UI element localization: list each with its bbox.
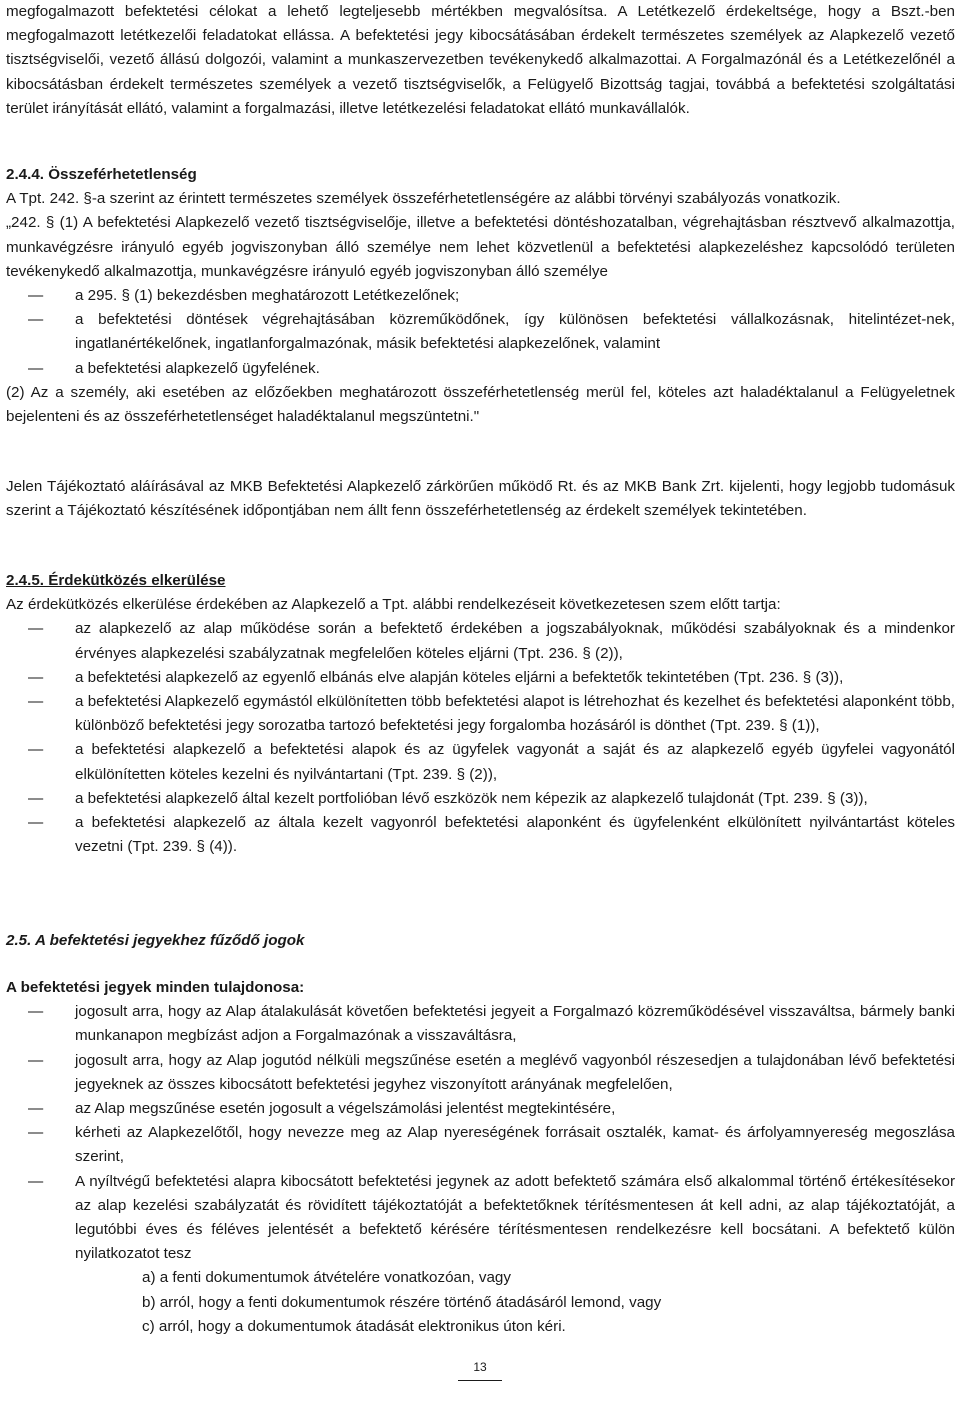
quote-paragraph-1: „242. § (1) A befektetési Alapkezelő vezető tisztségviselője, illetve a befektetési döntéshozatalban, végrehajtásban résztvevő alkalmazottja, munkavégzésre irányuló egyéb jogviszonyban álló személye nem lehet közvetlenül a befektetési alapkezeléshez kapcsolódó területen tevékenykedő alkalmazottja, munkavégzésre irányuló egyéb jogviszonyban álló személye xyxy=(6,214,955,280)
list-item: — a 295. § (1) bekezdésben meghatározott Letétkezelőnek; xyxy=(6,284,955,308)
list-item: — az Alap megszűnése esetén jogosult a végelszámolási jelentést megtekintésére, xyxy=(6,1097,955,1121)
page-number: 13 xyxy=(473,1360,487,1374)
list-item: — a befektetési Alapkezelő egymástól elkülönítetten több befektetési alapot is létrehozhat és kezelhet és befektetési alaponként több, különböző befektetési jegy sorozatba tartozó befektetési jegy forgalomba hozásáról is dönthet (Tpt. 239. § (1)), xyxy=(6,690,955,738)
conflict-avoidance-list xyxy=(6,617,955,859)
list-item: — a befektetési alapkezelő az egyenlő elbánás elve alapján köteles eljárni a befektetők tekintetében (Tpt. 236. § (3)), xyxy=(6,666,955,690)
sub-item-c: c) arról, hogy a dokumentumok átadását elektronikus úton kéri. xyxy=(142,1317,566,1335)
sub-item-b: b) arról, hogy a fenti dokumentumok részére történő átadásáról lemond, vagy xyxy=(142,1293,662,1311)
section-heading-2-4-4: 2.4.4. Összeférhetetlenség xyxy=(6,166,197,183)
list-item: — a befektetési alapkezelő ügyfelének. xyxy=(6,357,955,381)
incompatibility-list xyxy=(6,284,955,381)
section-2-4-4 xyxy=(6,163,955,429)
list-item: — jogosult arra, hogy az Alap átalakulását követően befektetési jegyeit a Forgalmazó közreműködésével visszaváltsa, bármely banki munkanapon megbízást adjon a Forgalmazónak a visszaváltásra, xyxy=(6,1000,955,1048)
rights-list xyxy=(6,1000,955,1266)
statement-paragraph: Jelen Tájékoztató aláírásával az MKB Befektetési Alapkezelő zárkörűen működő Rt. és az MKB Bank Zrt. kijelenti, hogy legjobb tudomásuk szerint a Tájékoztató készítésének időpontjában nem állt fenn összeférhetetlenség az érdekelt személyek tekintetében. xyxy=(6,478,955,520)
list-item: — jogosult arra, hogy az Alap jogutód nélküli megszűnése esetén a meglévő vagyonból részesedjen a tulajdonában lévő befektetési jegyeknek az összes kibocsátott befektetési jegyhez viszonyított arányának megfelelően, xyxy=(6,1049,955,1097)
list-item: — a befektetési döntések végrehajtásában közreműködőnek, így különösen befektetési vállalkozásnak, hitelintézet-nek, ingatlanértékelőnek, ingatlanforgalmazónak, másik befektetési alapkezelőnek, valamint xyxy=(6,308,955,356)
quote-paragraph-2: (2) Az a személy, aki esetében az előzőekben meghatározott összeférhetetlenség merül fel, köteles azt haladéktalanul a Felügyeletnek bejelenteni és az összeférhetetlenséget haladéktalanul megszüntetni." xyxy=(6,383,955,426)
list-item: — kérheti az Alapkezelőtől, hogy nevezze meg az Alap nyereségének forrásait osztalék, kamat- és árfolyamnyereség megoszlása szerint, xyxy=(6,1121,955,1169)
list-item: — A nyíltvégű befektetési alapra kibocsátott befektetési jegynek az adott befektető számára első alkalommal történő értékesítésekor az alap kezelési szabályzatát és rövidített tájékoztatóját a befektetőknek térítésmentesen át kell adni, az alap tájékoztatóját, a legutóbbi éves és féléves jelentését a befektető kérésére térítésmentesen rendelkezésre kell bocsátani. A befektető külön nyilatkozatot tesz xyxy=(6,1170,955,1267)
section-2-5-rights xyxy=(6,976,955,1339)
section-2-4-4-intro: A Tpt. 242. §-a szerint az érintett természetes személyek összeférhetetlenségére az alábbi törvényi szabályozás vonatkozik. xyxy=(6,190,841,208)
page-number-rule xyxy=(458,1380,502,1381)
list-item: — a befektetési alapkezelő a befektetési alapok és az ügyfelek vagyonát a saját és az alapkezelő egyéb ügyfelei vagyonától elkülönítetten köteles kezelni és nyilvántartani (Tpt. 239. § (2)), xyxy=(6,738,955,786)
section-heading-2-4-5: 2.4.5. Érdekütközés elkerülése xyxy=(6,572,226,589)
list-item: — a befektetési alapkezelő által kezelt portfolióban lévő eszközök nem képezik az alapkezelő tulajdonát (Tpt. 239. § (3)), xyxy=(6,787,955,811)
list-item: — az alapkezelő az alap működése során a befektető érdekében a jogszabályoknak, működési szabályoknak és a mindenkor érvényes alapkezelési szabályzatnak megfelelően köteles eljárni (Tpt. 236. § (2)), xyxy=(6,617,955,665)
section-2-4-5 xyxy=(6,569,955,859)
list-item: — a befektetési alapkezelő az általa kezelt vagyonról befektetési alaponként és ügyfelenként elkülönített nyilvántartást köteles vezetni (Tpt. 239. § (4)). xyxy=(6,811,955,859)
sub-item-a: a) a fenti dokumentumok átvételére vonatkozóan, vagy xyxy=(142,1269,511,1287)
intro-paragraph: megfogalmazott befektetési célokat a lehető legteljesebb mértékben megvalósítsa. A Letétkezelő érdekeltsége, hogy a Bszt.-ben megfogalmazott letétkezelői feladatokat ellássa. A befektetési jegy kibocsátásában érdekelt természetes személyek az Alapkezelő vezető tisztségviselői, vezető állású dolgozói, valamint a munkaszervezetben tevékenykedő alkalmazottai. A Forgalmazónál és a Letétkezelőnél a kibocsátásban érdekelt természetes személyek a vezető tisztségviselők, a Felügyelő Bizottság tagjai, továbbá a befektetési szolgáltatási terület irányítását ellátó, valamint a forgalmazási, illetve letétkezelési feladatokat ellátó munkavállalók. xyxy=(6,3,955,117)
section-2-4-5-intro: Az érdekütközés elkerülése érdekében az Alapkezelő a Tpt. alábbi rendelkezéseit következetesen szem előtt tartja: xyxy=(6,596,781,614)
section-heading-2-5: 2.5. A befektetési jegyekhez fűződő jogok xyxy=(6,932,305,949)
rights-subheading: A befektetési jegyek minden tulajdonosa: xyxy=(6,979,305,996)
